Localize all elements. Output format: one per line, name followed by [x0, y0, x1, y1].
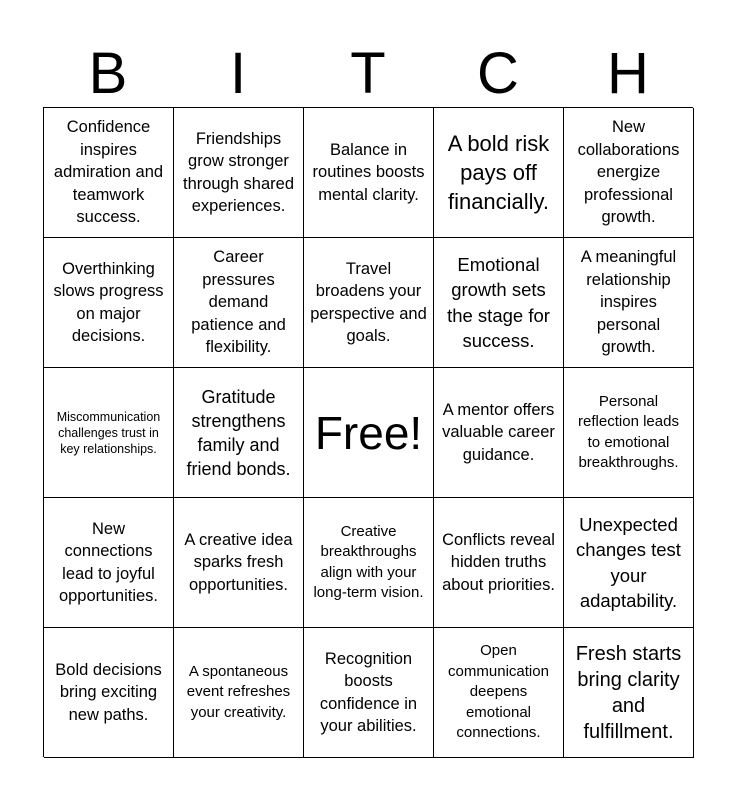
header-letter-b: B — [88, 41, 128, 106]
cell-text: Conflicts reveal hidden truths about priorities. — [442, 530, 555, 594]
bingo-cell — [434, 628, 564, 758]
free-space-cell — [304, 368, 434, 498]
bingo-cell — [44, 238, 174, 368]
cell-text: Gratitude strengthens family and friend bonds. — [186, 386, 291, 479]
bingo-cell — [434, 498, 564, 628]
cell-text: New collaborations energize professional growth. — [577, 118, 680, 227]
cell-text: Personal reflection leads to emotional breakthroughs. — [578, 392, 679, 471]
bingo-cell — [434, 238, 564, 368]
cell-text: Emotional growth sets the stage for success. — [447, 253, 550, 351]
bingo-cell — [44, 108, 174, 238]
cell-text: A spontaneous event refreshes your creativity. — [186, 662, 291, 721]
bingo-grid — [43, 107, 693, 757]
bingo-cell — [174, 628, 304, 758]
cell-text: Unexpected changes test your adaptability. — [576, 513, 681, 611]
header-letter-c: C — [477, 41, 519, 106]
cell-text: Career pressures demand patience and flexibility. — [191, 248, 286, 357]
cell-text: Overthinking slows progress on major decisions. — [53, 259, 164, 345]
bingo-cell — [564, 108, 694, 238]
cell-text: Creative breakthroughs align with your long-term vision. — [313, 522, 424, 601]
cell-text: A bold risk pays off financially. — [447, 131, 550, 214]
cell-text: Balance in routines boosts mental clarity. — [312, 140, 425, 204]
header-letter-h: H — [607, 41, 649, 106]
cell-text: New connections lead to joyful opportunities. — [58, 519, 159, 605]
bingo-cell — [174, 368, 304, 498]
free-space-text: Free! — [314, 406, 423, 459]
bingo-cell — [434, 368, 564, 498]
bingo-cell — [564, 498, 694, 628]
cell-text: Miscommunication challenges trust in key relationships. — [56, 409, 161, 456]
bingo-cell — [44, 628, 174, 758]
bingo-cell — [44, 498, 174, 628]
bingo-cell — [304, 238, 434, 368]
bingo-header — [43, 40, 693, 108]
bingo-cell — [434, 108, 564, 238]
header-letter-t: T — [350, 41, 386, 106]
cell-text: Fresh starts bring clarity and fulfillment. — [575, 642, 682, 743]
bingo-cell — [304, 108, 434, 238]
bingo-cell — [174, 498, 304, 628]
bingo-cell — [564, 368, 694, 498]
bingo-cell — [174, 238, 304, 368]
cell-text: Recognition boosts confidence in your abilities. — [319, 649, 418, 735]
cell-text: Confidence inspires admiration and teamwork success. — [53, 118, 164, 227]
cell-text: Bold decisions bring exciting new paths. — [55, 660, 162, 724]
cell-text: A creative idea sparks fresh opportunities. — [184, 530, 293, 594]
cell-text: Open communication deepens emotional connections. — [448, 642, 549, 742]
header-letter-i: I — [229, 41, 247, 106]
cell-text: Travel broadens your perspective and goals. — [310, 259, 427, 345]
bingo-cell — [174, 108, 304, 238]
bingo-cell — [304, 628, 434, 758]
cell-text: A meaningful relationship inspires personal growth. — [580, 248, 677, 357]
bingo-cell — [44, 368, 174, 498]
bingo-cell — [564, 238, 694, 368]
cell-text: Friendships grow stronger through shared experiences. — [183, 129, 294, 215]
bingo-cell — [564, 628, 694, 758]
bingo-cell — [304, 498, 434, 628]
cell-text: A mentor offers valuable career guidance. — [442, 400, 555, 464]
